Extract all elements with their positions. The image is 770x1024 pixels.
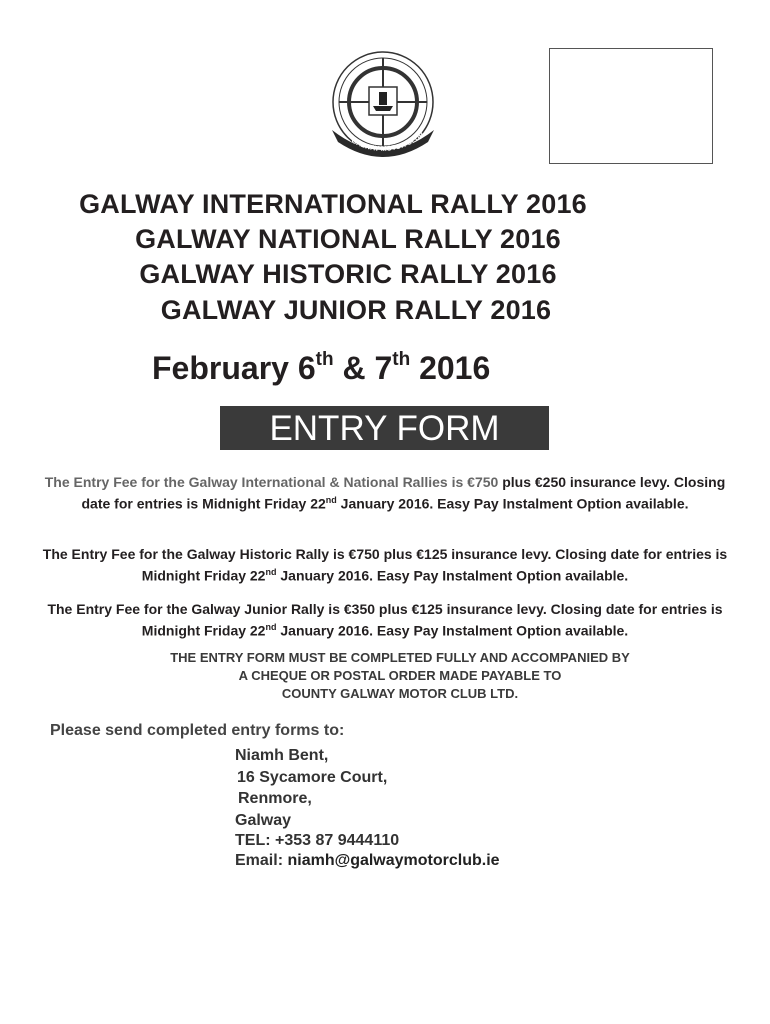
- payment-notice: THE ENTRY FORM MUST BE COMPLETED FULLY AND ACCOMPANIED BY A CHEQUE OR POSTAL ORDER MADE PAYABLE TO COUNTY GALWAY MOTOR CLUB LTD.: [170, 650, 630, 701]
- address-street: 16 Sycamore Court,: [237, 769, 388, 786]
- fee-international-national: The Entry Fee for the Galway International & National Rallies is €750 plus €250 insurance levy. Closing date for entries is Midnight Friday 22nd January 2016. Easy Pay Instalment Option available.: [44, 474, 726, 512]
- title-international: GALWAY INTERNATIONAL RALLY 2016: [79, 189, 587, 219]
- send-to-label: Please send completed entry forms to:: [50, 722, 345, 739]
- contact-email-link[interactable]: niamh@galwaymotorclub.ie: [287, 852, 500, 869]
- photo-box: [549, 48, 713, 164]
- title-national: GALWAY NATIONAL RALLY 2016: [135, 224, 561, 254]
- address-city: Galway: [235, 812, 292, 829]
- contact-phone: TEL: +353 87 9444110: [235, 832, 400, 849]
- event-date: February 6th & 7th 2016: [152, 349, 491, 386]
- title-historic: GALWAY HISTORIC RALLY 2016: [139, 259, 557, 289]
- logo-ring-text: GALWAY MOTOR CLUB: [349, 131, 426, 154]
- fee-historic: The Entry Fee for the Galway Historic Rally is €750 plus €125 insurance levy. Closing date for entries is Midnight Friday 22nd January 2016. Easy Pay Instalment Option available.: [42, 546, 728, 584]
- contact-name: Niamh Bent,: [235, 747, 329, 764]
- title-junior: GALWAY JUNIOR RALLY 2016: [160, 295, 552, 325]
- club-logo: [328, 50, 438, 160]
- contact-email-line: Email: niamh@galwaymotorclub.ie: [235, 852, 500, 869]
- entry-form-banner: ENTRY FORM: [220, 406, 549, 450]
- address-area: Renmore,: [238, 790, 312, 807]
- fee-junior: The Entry Fee for the Galway Junior Rally is €350 plus €125 insurance levy. Closing date for entries is Midnight Friday 22nd January 2016. Easy Pay Instalment Option available.: [47, 601, 723, 639]
